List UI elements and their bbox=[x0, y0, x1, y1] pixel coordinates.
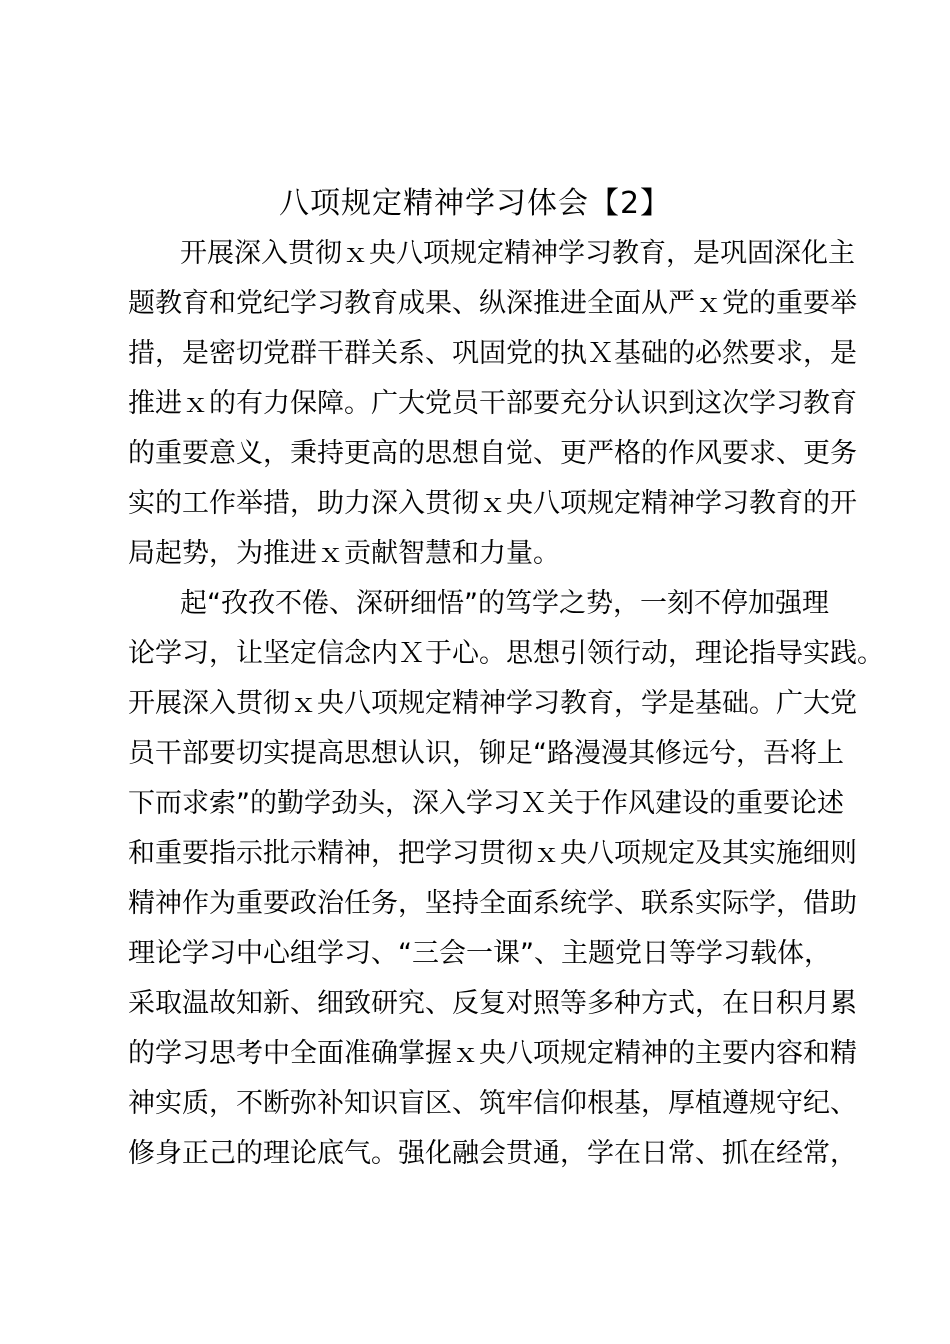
paragraph-1-line-5: 的重要意义，秉持更高的思想自觉、更严格的作风要求、更务 bbox=[128, 438, 857, 469]
paragraph-2-line-11: 神实质，不断弥补知识盲区、筑牢信仰根基，厚植遵规守纪、 bbox=[128, 1088, 857, 1119]
paragraph-1-line-7: 局起势，为推进ｘ贡献智慧和力量。 bbox=[128, 538, 560, 569]
paragraph-1-line-4: 推进ｘ的有力保障。广大党员干部要充分认识到这次学习教育 bbox=[128, 388, 857, 419]
paragraph-1-line-3: 措，是密切党群干群关系、巩固党的执Ｘ基础的必然要求，是 bbox=[128, 338, 857, 369]
document-title: 八项规定精神学习体会【2】 bbox=[278, 186, 672, 221]
paragraph-2-line-6: 和重要指示批示精神，把学习贯彻ｘ央八项规定及其实施细则 bbox=[128, 838, 857, 869]
paragraph-2-line-1: 起“孜孜不倦、深研细悟”的笃学之势，一刻不停加强理 bbox=[180, 588, 829, 619]
paragraph-2-line-7: 精神作为重要政治任务，坚持全面系统学、联系实际学，借助 bbox=[128, 888, 857, 919]
paragraph-1-line-6: 实的工作举措，助力深入贯彻ｘ央八项规定精神学习教育的开 bbox=[128, 488, 857, 519]
paragraph-2-line-8: 理论学习中心组学习、“三会一课”、主题党日等学习载体， bbox=[128, 938, 831, 969]
paragraph-1-line-2: 题教育和党纪学习教育成果、纵深推进全面从严ｘ党的重要举 bbox=[128, 288, 857, 319]
paragraph-2-line-12: 修身正己的理论底气。强化融会贯通，学在日常、抓在经常， bbox=[128, 1138, 857, 1169]
paragraph-2-line-2: 论学习，让坚定信念内Ｘ于心。思想引领行动，理论指导实践。 bbox=[128, 638, 884, 669]
paragraph-1-line-1: 开展深入贯彻ｘ央八项规定精神学习教育，是巩固深化主 bbox=[180, 238, 855, 269]
paragraph-2-line-10: 的学习思考中全面准确掌握ｘ央八项规定精神的主要内容和精 bbox=[128, 1038, 857, 1069]
paragraph-2-line-9: 采取温故知新、细致研究、反复对照等多种方式，在日积月累 bbox=[128, 988, 857, 1019]
paragraph-2-line-5: 下而求索”的勤学劲头，深入学习Ｘ关于作风建设的重要论述 bbox=[128, 788, 844, 819]
paragraph-2-line-4: 员干部要切实提高思想认识，铆足“路漫漫其修远兮，吾将上 bbox=[128, 738, 844, 769]
paragraph-2-line-3: 开展深入贯彻ｘ央八项规定精神学习教育，学是基础。广大党 bbox=[128, 688, 857, 719]
